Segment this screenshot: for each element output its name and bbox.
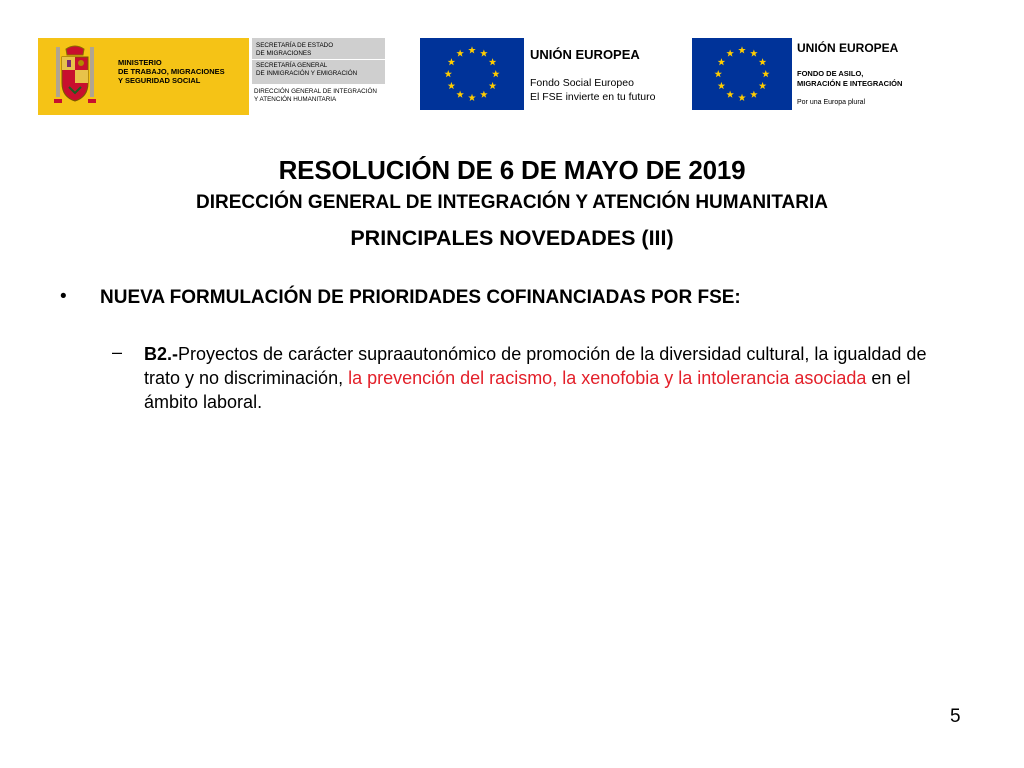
eu-star-icon (718, 82, 726, 89)
eu-star-icon (480, 91, 488, 98)
eu-star-icon (492, 70, 500, 77)
ministerio-logo (38, 38, 249, 115)
secretaria-box (252, 38, 385, 84)
page-subtitle: DIRECCIÓN GENERAL DE INTEGRACIÓN Y ATENCIÓN HUMANITARIA (196, 192, 828, 213)
eu-fse-slogan: El FSE invierte en tu futuro (530, 91, 656, 103)
ministerio-name (118, 58, 246, 85)
divider (252, 59, 385, 60)
eu-star-icon (759, 82, 767, 89)
bullet-icon: • (60, 286, 67, 307)
item-text-end: en el ámbito laboral. (144, 368, 911, 412)
eu-fami-line: FONDO DE ASILO, (797, 69, 864, 78)
eu-star-icon (762, 70, 770, 77)
eu-star-icon (489, 82, 497, 89)
priority-item (144, 342, 934, 414)
eu-star-icon (456, 49, 464, 56)
eu-star-icon (448, 58, 456, 65)
dash-icon: – (112, 342, 123, 362)
ministerio-line: Y SEGURIDAD SOCIAL (118, 76, 201, 85)
eu-star-icon (726, 49, 734, 56)
eu-stars-icon (420, 38, 524, 110)
item-code: B2.- (144, 344, 179, 364)
eu-star-icon (444, 70, 452, 77)
eu-star-icon (750, 91, 758, 98)
eu-star-icon (750, 49, 758, 56)
secretaria-line: SECRETARÍA GENERAL (256, 62, 328, 69)
ministerio-line: DE TRABAJO, MIGRACIONES (118, 67, 225, 76)
page-number: 5 (950, 706, 961, 727)
eu-fse-title: UNIÓN EUROPEA (530, 47, 640, 62)
eu-star-icon (448, 82, 456, 89)
item-highlight: la prevención del racismo, la xenofobia y la intolerancia asociada (348, 368, 867, 388)
eu-fami-line: MIGRACIÓN E INTEGRACIÓN (797, 79, 903, 88)
eu-star-icon (480, 49, 488, 56)
eu-star-icon (759, 58, 767, 65)
eu-flag-icon (692, 38, 792, 110)
secretaria-line: SECRETARÍA DE ESTADO (256, 42, 334, 49)
eu-star-icon (456, 91, 464, 98)
eu-star-icon (718, 58, 726, 65)
eu-stars-icon (692, 38, 792, 110)
eu-fami-title: UNIÓN EUROPEA (797, 41, 899, 55)
section-title: PRINCIPALES NOVEDADES (III) (350, 226, 674, 250)
direccion-line: Y ATENCIÓN HUMANITARIA (254, 95, 337, 103)
item-text: Proyectos de carácter supraautonómico de promoción de la diversidad cultural, la igualdad de trato y no discriminación, (144, 344, 927, 388)
eu-star-icon (726, 91, 734, 98)
secretaria-line: DE INMIGRACIÓN Y EMIGRACIÓN (256, 69, 358, 77)
bullet-heading: NUEVA FORMULACIÓN DE PRIORIDADES COFINANCIADAS POR FSE: (100, 287, 741, 308)
eu-star-icon (738, 94, 746, 101)
direccion-line: DIRECCIÓN GENERAL DE INTEGRACIÓN (254, 88, 377, 95)
eu-star-icon (714, 70, 722, 77)
eu-fse-subtitle: Fondo Social Europeo (530, 77, 634, 89)
eu-star-icon (468, 94, 476, 101)
direccion-general-label (254, 88, 394, 103)
eu-star-icon (738, 46, 746, 53)
eu-fami-tagline: Por una Europa plural (797, 99, 866, 106)
eu-flag-icon (420, 38, 524, 110)
ministerio-line: MINISTERIO (118, 58, 162, 67)
eu-star-icon (489, 58, 497, 65)
eu-star-icon (468, 46, 476, 53)
secretaria-line: DE MIGRACIONES (256, 49, 312, 57)
logo-strip (0, 0, 1024, 130)
page-title: RESOLUCIÓN DE 6 DE MAYO DE 2019 (278, 155, 746, 185)
coat-of-arms-icon (52, 43, 98, 109)
